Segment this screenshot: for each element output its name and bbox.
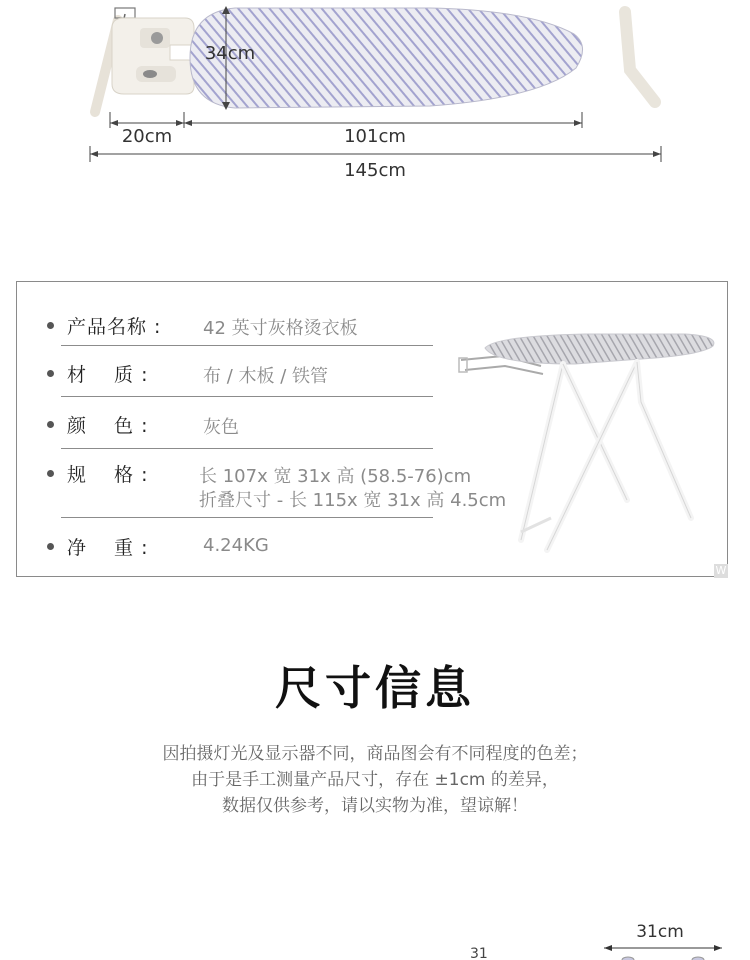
watermark: W bbox=[715, 564, 727, 577]
note-line: 因拍摄灯光及显示器不同，商品图会有不同程度的色差； bbox=[162, 744, 588, 764]
spec-value: 灰色 bbox=[203, 417, 239, 438]
spec-value: 42 英寸灰格烫衣板 bbox=[203, 318, 358, 339]
spec-value-folded: 折叠尺寸 - 长 115x 宽 31x 高 4.5cm bbox=[199, 490, 507, 511]
spec-label: 规 格 : bbox=[67, 464, 149, 486]
total-length-dimension-label: 145cm bbox=[344, 160, 406, 181]
spec-label: 产品名称 : bbox=[67, 316, 162, 338]
divider bbox=[61, 345, 433, 346]
spec-label: 材 质 : bbox=[67, 364, 149, 386]
bullet-icon bbox=[47, 543, 54, 550]
divider bbox=[61, 396, 433, 397]
section-title: 尺寸信息 bbox=[275, 661, 475, 715]
ironing-board-side-image bbox=[455, 322, 725, 562]
bullet-icon bbox=[47, 370, 54, 377]
spec-label: 净 重 : bbox=[67, 537, 149, 559]
spec-value: 4.24KG bbox=[203, 535, 269, 556]
divider bbox=[61, 517, 433, 518]
segment-right-dimension-label: 101cm bbox=[344, 126, 406, 147]
spec-value: 长 107x 宽 31x 高 (58.5-76)cm bbox=[199, 466, 472, 487]
note-line: 由于是手工测量产品尺寸，存在 ±1cm 的差异， bbox=[191, 770, 559, 790]
top-dimension-diagram bbox=[0, 0, 750, 200]
bottom-dimension-arrow bbox=[600, 942, 730, 960]
bottom-partial-label: 31 bbox=[470, 946, 488, 960]
bullet-icon bbox=[47, 421, 54, 428]
segment-left-dimension-label: 20cm bbox=[121, 126, 173, 147]
bottom-width-label: 31cm bbox=[636, 922, 684, 942]
product-spec-box bbox=[16, 281, 728, 577]
spec-value: 布 / 木板 / 铁管 bbox=[203, 366, 329, 387]
height-dimension-label: 34cm bbox=[204, 43, 256, 64]
bottom-width-dimension bbox=[600, 922, 730, 960]
spec-label: 颜 色 : bbox=[67, 415, 149, 437]
note-line: 数据仅供参考，请以实物为准，望谅解！ bbox=[222, 796, 528, 816]
divider bbox=[61, 448, 433, 449]
bullet-icon bbox=[47, 470, 54, 477]
bullet-icon bbox=[47, 322, 54, 329]
